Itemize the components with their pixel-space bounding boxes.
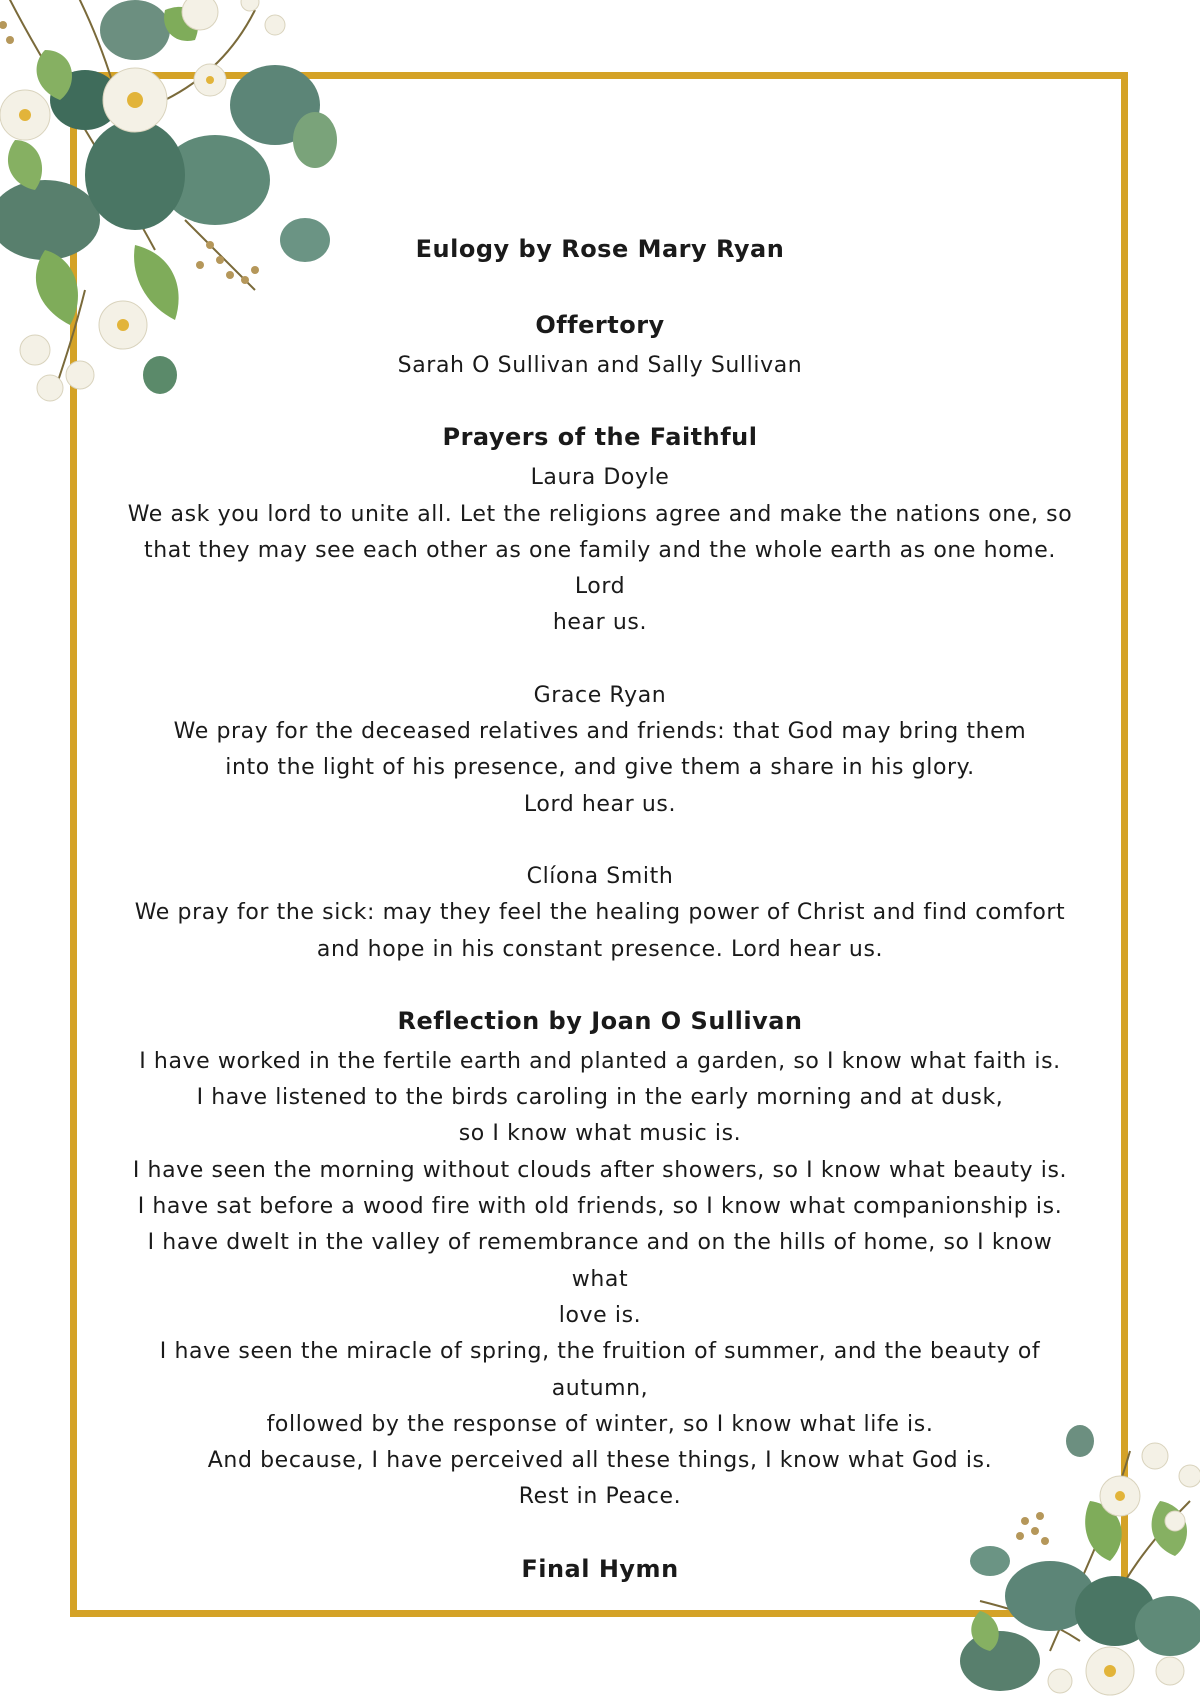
reflection-line: so I know what music is.: [458, 1121, 742, 1147]
offertory-heading: Offertory: [535, 311, 665, 339]
prayer-reader: Laura Doyle: [530, 465, 670, 491]
reflection-heading: Reflection by Joan O Sullivan: [397, 1006, 803, 1035]
prayer-line: We pray for the deceased relatives and friends: that God may bring them: [173, 719, 1027, 745]
reflection-line: I have worked in the fertile earth and planted a garden, so I know what faith is.: [139, 1048, 1061, 1074]
reflection-line: I have seen the morning without clouds after showers, so I know what beauty is.: [132, 1157, 1068, 1183]
reflection-line: love is.: [558, 1302, 642, 1328]
prayer-reader: Clíona Smith: [526, 863, 674, 889]
prayer-line: hear us.: [552, 610, 648, 636]
prayer-line: into the light of his presence, and give them a share in his glory.: [225, 755, 975, 781]
prayers-heading: Prayers of the Faithful: [442, 423, 758, 452]
eulogy-heading: Eulogy by Rose Mary Ryan: [415, 235, 785, 263]
reflection-line: followed by the response of winter, so I know what life is.: [266, 1411, 934, 1437]
prayer-line: Lord hear us.: [523, 791, 677, 817]
final-hymn-heading: Final Hymn: [521, 1554, 679, 1583]
reflection-line: I have dwelt in the valley of remembrance and on the hills of home, so I know what: [147, 1230, 1053, 1292]
reflection-line: And because, I have perceived all these things, I know what God is.: [207, 1448, 993, 1474]
prayer-line: that they may see each other as one family and the whole earth as one home. Lord: [143, 537, 1057, 600]
reflection-line: I have listened to the birds caroling in the early morning and at dusk,: [196, 1085, 1004, 1111]
offertory-names: Sarah O Sullivan and Sally Sullivan: [397, 353, 803, 378]
reflection-line: I have seen the miracle of spring, the fruition of summer, and the beauty of: [159, 1339, 1041, 1365]
prayer-reader: Grace Ryan: [533, 682, 667, 708]
reflection-line: I have sat before a wood fire with old friends, so I know what companionship is.: [137, 1194, 1063, 1220]
order-of-service-content: [120, 232, 1080, 1592]
prayer-line: and hope in his constant presence. Lord hear us.: [316, 936, 884, 962]
prayer-line: We ask you lord to unite all. Let the religions agree and make the nations one, so: [127, 501, 1073, 527]
reflection-line: Rest in Peace.: [518, 1484, 682, 1510]
reflection-line: autumn,: [551, 1375, 649, 1401]
prayer-line: We pray for the sick: may they feel the healing power of Christ and find comfort: [134, 900, 1066, 926]
